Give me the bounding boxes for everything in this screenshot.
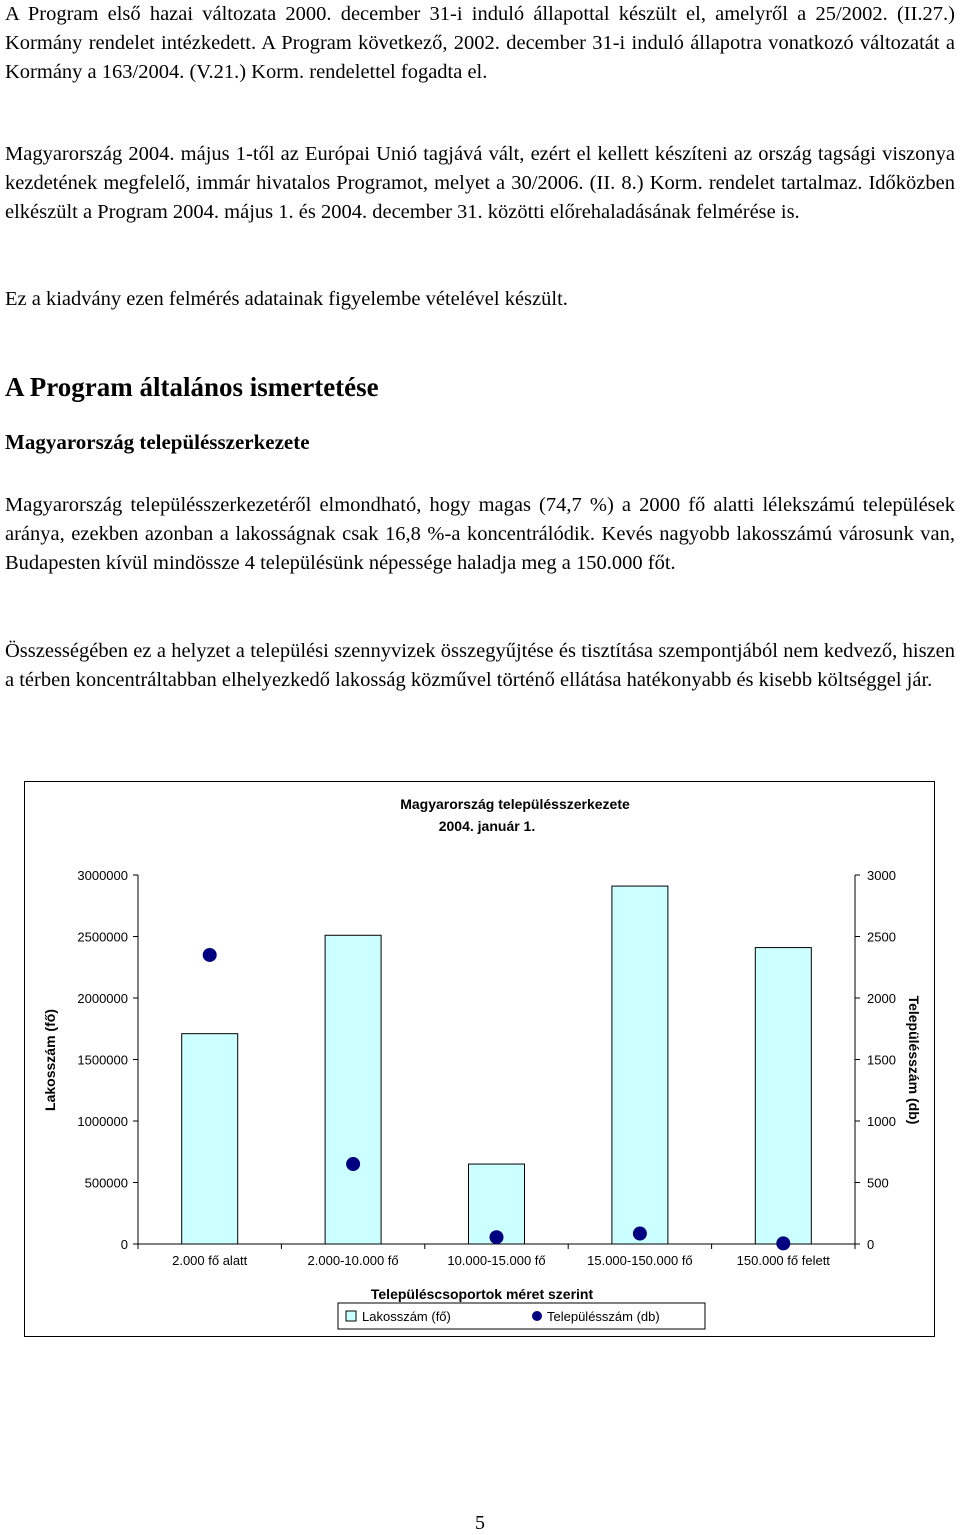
point-2: [346, 1157, 360, 1171]
section-heading: A Program általános ismertetése: [5, 372, 379, 402]
bar-5: [755, 948, 811, 1244]
y-tick-label: 1500000: [77, 1052, 128, 1068]
y-tick-label: 0: [120, 1237, 128, 1252]
chart-subtitle: 2004. január 1.: [438, 818, 536, 834]
body-paragraph-2: Összességében ez a helyzet a települési szennyvizek összegyűjtése és tisztítása szempontjából nem kedvező, hiszen a térben koncentráltabban elhelyezkedő lakosság közművel történő ellátása hatékonyabb és kisebb költséggel jár.: [5, 640, 955, 691]
y-axis-label: Lakosszám (fő): [42, 1009, 58, 1111]
x-tick-label: 15.000-150.000 fő: [587, 1253, 693, 1268]
page-number: 5: [475, 1512, 485, 1534]
x-tick-label: 150.000 fő felett: [736, 1253, 830, 1268]
y2-tick-label: 2000: [867, 991, 896, 1006]
x-tick-label: 2.000 fő alatt: [172, 1253, 248, 1268]
settlement-structure-chart: [24, 781, 935, 1337]
legend-marker-points: [532, 1311, 542, 1321]
y-tick-label: 3000000: [77, 868, 128, 883]
y-tick-label: 2000000: [77, 991, 128, 1006]
subsection-heading: Magyarország településszerkezete: [5, 430, 310, 454]
chart-canvas: [25, 782, 936, 1338]
bar-1: [182, 1034, 238, 1244]
intro-paragraph-3: Ez a kiadvány ezen felmérés adatainak figyelembe vételével készült.: [5, 288, 568, 310]
intro-paragraph-2: Magyarország 2004. május 1-től az Európai Unió tagjává vált, ezért el kellett készíteni az ország tagsági viszonya kezdetének megfelelő, immár hivatalos Programot, melyet a 30/2006. (II. 8.) Korm. rendelet tartalmaz. Időközben elkészült a Program 2004. május 1. és 2004. december 31. közötti előrehaladásának felmérése is.: [5, 143, 955, 223]
x-axis-label: Településcsoportok méret szerint: [370, 1286, 594, 1302]
y2-tick-label: 0: [867, 1237, 875, 1252]
x-tick-label: 2.000-10.000 fő: [307, 1253, 399, 1268]
x-tick-label: 10.000-15.000 fő: [447, 1253, 546, 1268]
y2-tick-label: 1000: [867, 1114, 896, 1129]
y-tick-label: 1000000: [77, 1114, 128, 1129]
chart-legend: [338, 1303, 705, 1329]
legend-swatch-bars: [346, 1311, 356, 1321]
y-tick-label: 500000: [84, 1175, 128, 1191]
body-paragraph-1: Magyarország településszerkezetéről elmondható, hogy magas (74,7 %) a 2000 fő alatti lélekszámú települések aránya, ezekben azonban a lakosságnak csak 16,8 %-a koncentrálódik. Kevés nagyobb lakosszámú városunk van, Budapesten kívül mindössze 4 településünk népessége haladja meg a 150.000 főt.: [5, 494, 955, 574]
point-5: [776, 1236, 790, 1250]
point-1: [203, 948, 217, 962]
bar-2: [325, 935, 381, 1244]
y2-tick-label: 3000: [867, 868, 896, 883]
legend-label-points: Településszám (db): [547, 1309, 660, 1324]
y2-tick-label: 2500: [867, 929, 896, 945]
point-3: [490, 1230, 504, 1244]
y2-tick-label: 1500: [867, 1052, 896, 1068]
y2-tick-label: 500: [867, 1175, 889, 1191]
plot-area: [77, 868, 896, 1268]
legend-label-bars: Lakosszám (fő): [362, 1309, 451, 1324]
y-tick-label: 2500000: [77, 929, 128, 945]
bar-4: [612, 886, 668, 1244]
chart-title: Magyarország településszerkezete: [400, 796, 630, 812]
intro-paragraph-1: A Program első hazai változata 2000. december 31-i induló állapottal készült el, amelyről a 25/2002. (II.27.) Kormány rendelet intézkedett. A Program következő, 2002. december 31-i induló állapotra vonatkozó változatát a Kormány a 163/2004. (V.21.) Korm. rendelettel fogadta el.: [5, 3, 955, 83]
point-4: [633, 1227, 647, 1241]
y2-axis-label: Településszám (db): [906, 995, 922, 1125]
